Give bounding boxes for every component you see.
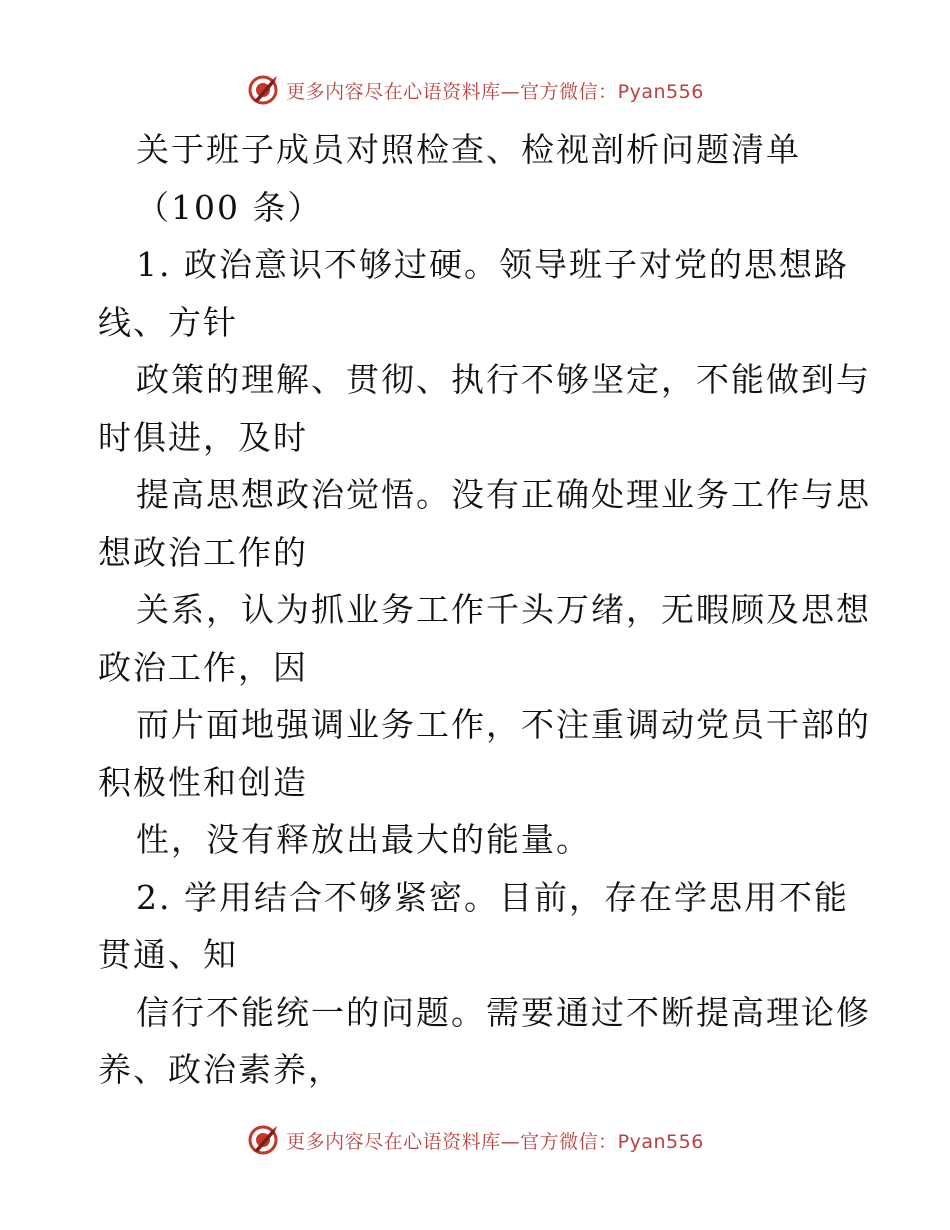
text-line: 时俱进，及时: [98, 417, 308, 457]
header-banner-text: 更多内容尽在心语资料库—官方微信：Pyan556: [286, 80, 704, 103]
header-banner: [0, 70, 950, 110]
footer-banner-content: [246, 1123, 704, 1157]
text-line: 性，没有释放出最大的能量。: [136, 820, 591, 859]
text-line: 贯通、知: [98, 935, 238, 974]
quill-seal-icon: [246, 73, 280, 107]
text-line: 线、方针: [98, 302, 238, 342]
text-line: 2. 学用结合不够紧密。目前，存在学思用不能: [136, 877, 849, 917]
footer-banner-text: 更多内容尽在心语资料库—官方微信：Pyan556: [286, 1130, 704, 1153]
text-line: 想政治工作的: [98, 532, 308, 572]
text-line: 关于班子成员对照检查、检视剖析问题清单: [136, 130, 801, 169]
text-line: 政策的理解、贯彻、执行不够坚定，不能做到与: [136, 360, 871, 399]
text-line: 积极性和创造: [98, 762, 308, 802]
text-line: （100 条）: [136, 187, 323, 227]
text-line: 而片面地强调业务工作，不注重调动党员干部的: [136, 705, 871, 744]
header-banner-content: [246, 73, 704, 107]
text-line: 政治工作，因: [98, 647, 308, 687]
text-line: 1. 政治意识不够过硬。领导班子对党的思想路: [136, 245, 849, 284]
text-line: 关系，认为抓业务工作千头万绪，无暇顾及思想: [136, 590, 871, 629]
text-line: 信行不能统一的问题。需要通过不断提高理论修: [136, 992, 871, 1032]
document-body: [98, 121, 871, 1099]
quill-seal-icon: [246, 1123, 280, 1157]
footer-banner: [0, 1120, 950, 1160]
text-line: 养、政治素养，: [98, 1050, 343, 1089]
text-line: 提高思想政治觉悟。没有正确处理业务工作与思: [136, 475, 871, 514]
